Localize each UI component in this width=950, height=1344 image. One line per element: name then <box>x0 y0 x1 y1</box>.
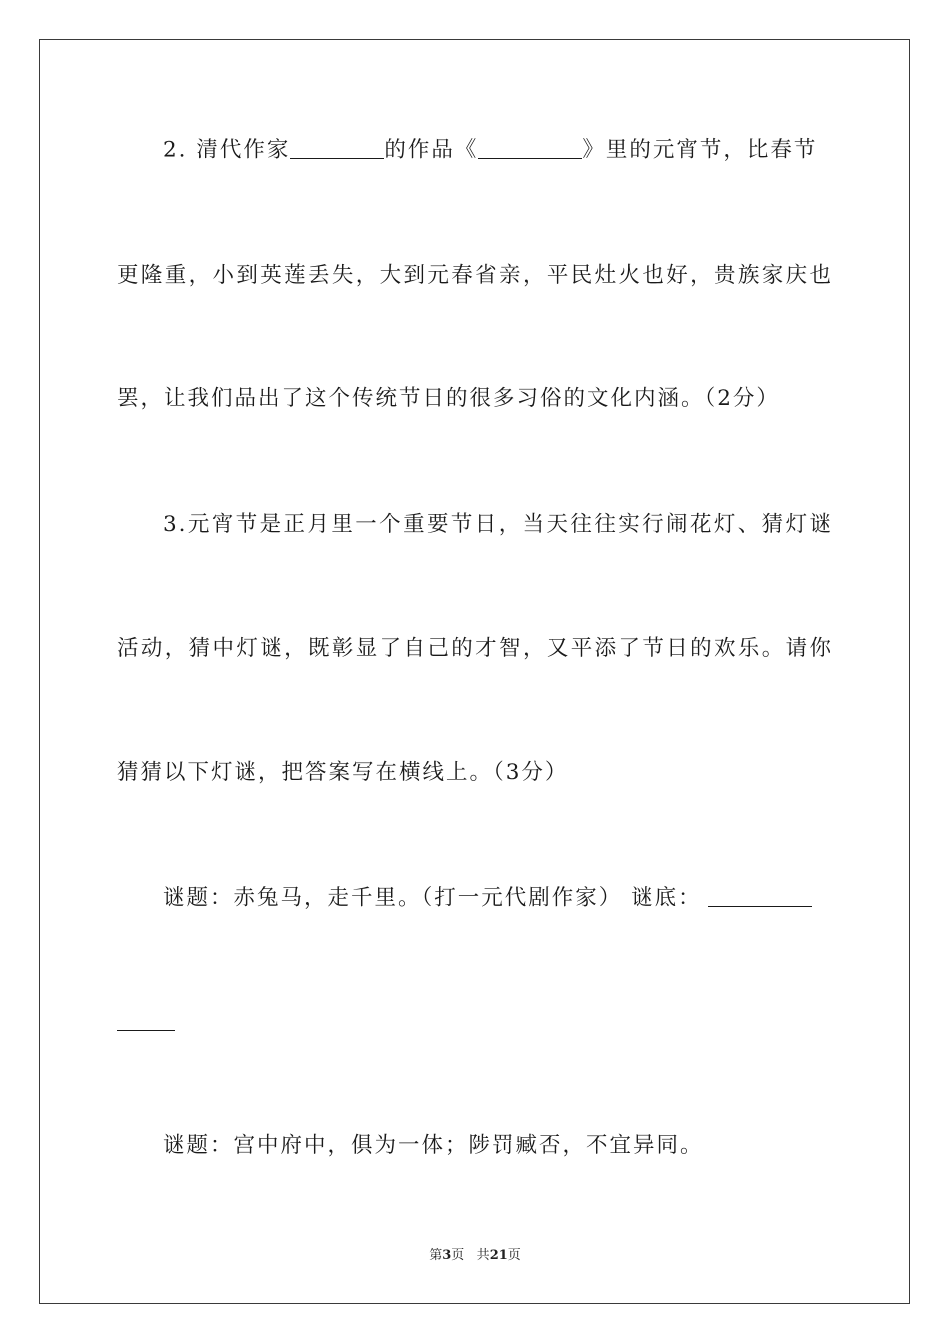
question-3-line-1: 3.元宵节是正月里一个重要节日，当天往往实行闹花灯、猜灯谜 <box>163 512 833 537</box>
question-2-text-b: 的作品《 <box>384 137 479 163</box>
question-2-text-c: 》里的元宵节，比春节 <box>582 137 818 163</box>
riddle-1-answer-blank-continued[interactable] <box>117 1008 175 1031</box>
footer-page-prefix: 第 <box>429 1248 443 1263</box>
riddle-1-answer-continuation <box>117 1008 833 1037</box>
page-footer <box>0 1244 950 1263</box>
riddle-1 <box>163 884 833 913</box>
question-2-text-a: 2. 清代作家 <box>163 137 291 163</box>
work-title-blank[interactable] <box>478 136 582 159</box>
footer-total-suffix: 页 <box>507 1248 521 1263</box>
riddle-1-text: 谜题：赤兔马，走千里。（打一元代剧作家） 谜底： <box>163 885 702 911</box>
question-2-line-1 <box>163 136 833 165</box>
footer-total-prefix: 共 <box>476 1248 490 1263</box>
riddle-1-answer-blank[interactable] <box>708 884 812 907</box>
footer-page-number: 3 <box>442 1248 452 1263</box>
author-blank[interactable] <box>290 136 384 159</box>
question-3-line-3: 猜猜以下灯谜，把答案写在横线上。（3分） <box>117 760 569 785</box>
question-2-line-3: 罢，让我们品出了这个传统节日的很多习俗的文化内涵。（2分） <box>117 386 780 411</box>
question-3-line-2: 活动，猜中灯谜，既彰显了自己的才智，又平添了节日的欢乐。请你 <box>117 636 833 661</box>
footer-total-pages: 21 <box>489 1248 508 1263</box>
footer-page-suffix: 页 <box>451 1248 465 1263</box>
question-2-line-2: 更隆重，小到英莲丢失，大到元春省亲，平民灶火也好，贵族家庆也 <box>117 263 833 288</box>
page-border <box>39 39 910 1304</box>
riddle-2: 谜题：宫中府中，俱为一体；陟罚臧否，不宜异同。 <box>163 1133 704 1158</box>
